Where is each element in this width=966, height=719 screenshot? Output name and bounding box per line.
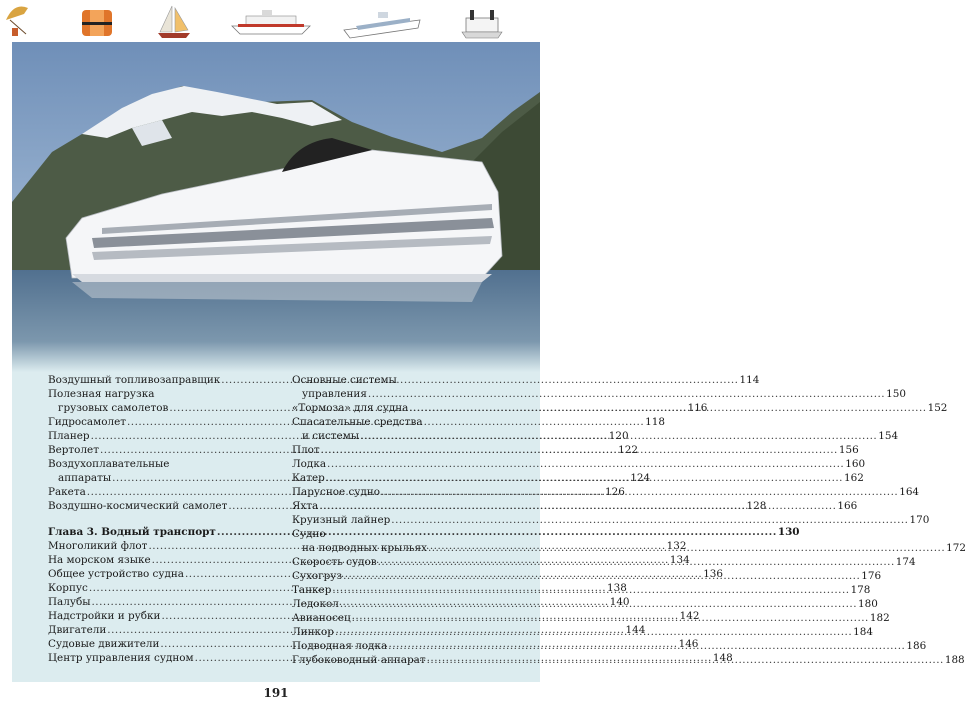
toc-entry-page: 164: [899, 486, 920, 498]
toc-entry-title: Многоликий флот: [48, 540, 148, 552]
toc-entry-page: 138: [607, 582, 627, 594]
toc-dot-leader: [343, 569, 860, 583]
toc-entry-page: 152: [927, 402, 948, 414]
toc-entry-title: Спасательные средства: [292, 416, 423, 428]
toc-entry-page: 154: [878, 430, 899, 442]
toc-entry-title: Планер: [48, 430, 90, 442]
toc-entry-title: Корпус: [48, 582, 88, 594]
book-page: [12, 42, 966, 700]
toc-entry-page: 178: [850, 584, 871, 596]
toc-entry-page: 126: [604, 486, 625, 498]
toc-dot-leader: [340, 597, 857, 611]
toc-entry-title: Лодка: [292, 458, 327, 470]
sailboat-icon: [158, 6, 190, 38]
ferry-ship-icon: [232, 10, 310, 34]
toc-entry-title: Гидросамолет: [48, 416, 126, 428]
toc-entry-page: 162: [844, 472, 864, 484]
toc-entry-title: грузовых самолетов: [58, 402, 169, 414]
toc-entry: [292, 457, 866, 471]
toc-entry-title: на подводных крыльях: [302, 542, 427, 554]
toc-entry: [292, 387, 906, 401]
toc-entry-title: Круизный лайнер: [292, 514, 391, 526]
toc-dot-leader: [381, 485, 898, 499]
toc-entry-title: Надстройки и рубки: [48, 610, 161, 622]
toc-entry-page: 142: [679, 610, 700, 622]
toc-entry-title: Центр управления судном: [48, 652, 194, 664]
toc-entry-page: 188: [944, 654, 965, 666]
toc-entry-page: 144: [625, 624, 646, 636]
toc-entry-page: 116: [687, 402, 708, 414]
toc-entry-page: 174: [895, 556, 916, 568]
toc-entry-page: 160: [845, 458, 866, 470]
toc-entry-title: Воздушный топливозаправщик: [48, 374, 221, 386]
toc-entry-title: Танкер: [292, 584, 332, 596]
page-number: 191: [263, 686, 289, 700]
toc-entry-title: Основные системы: [292, 374, 397, 386]
toc-entry-title: Линкор: [292, 626, 334, 638]
cruise-ship-photo: [12, 42, 540, 372]
toc-entry-title: Палубы: [48, 596, 91, 608]
toc-entry-page: 146: [678, 638, 699, 650]
toc-entry-title: Глава 3. Водный транспорт: [48, 526, 216, 538]
toc-entry: [292, 513, 930, 527]
parachute-icon: [6, 7, 28, 37]
toc-entry-page: 186: [906, 640, 927, 652]
toc-entry-title: Судно: [292, 528, 326, 540]
toc-entry-page: 172: [946, 542, 966, 554]
toc-entry: [48, 457, 270, 471]
toc-entry-title: Сухогруз: [292, 570, 343, 582]
toc-entry-title: Воздухоплавательные: [48, 458, 170, 470]
toc-entry-title: Вертолет: [48, 444, 99, 456]
toc-dot-leader: [326, 471, 843, 485]
toc-entry-page: 114: [739, 374, 760, 386]
header-icon-strip: [0, 0, 550, 42]
toc-entry-page: 122: [618, 444, 638, 456]
toc-entry-page: 150: [886, 388, 906, 400]
toc-dot-leader: [321, 443, 838, 457]
toc-entry-page: 136: [703, 568, 724, 580]
toc-entry-page: 128: [746, 500, 767, 512]
toc-entry-page: 156: [838, 444, 859, 456]
toc-entry-title: «Тормоза» для судна: [292, 402, 409, 414]
toc-entry-page: 176: [861, 570, 882, 582]
toc-dot-leader: [368, 387, 885, 401]
cruise-ship-icon: [344, 12, 420, 38]
toc-entry-title: и системы: [302, 430, 360, 442]
toc-entry-page: 124: [630, 472, 651, 484]
toc-entry-title: управления: [302, 388, 367, 400]
toc-dot-leader: [327, 457, 844, 471]
toc-entry-page: 166: [837, 500, 858, 512]
toc-entry-page: 184: [853, 626, 873, 638]
toc-entry-title: На морском языке: [48, 554, 151, 566]
toc-entry-page: 182: [869, 612, 890, 624]
toc-spacer: [48, 513, 270, 525]
toc-dot-leader: [388, 639, 905, 653]
toc-entry-title: Авианосец: [292, 612, 351, 624]
toc-entry: [292, 373, 492, 387]
toc-dot-leader: [409, 401, 926, 415]
toc-entry-title: Катер: [292, 472, 325, 484]
toc-entry-title: Судовые движители: [48, 638, 160, 650]
toc-entry-page: 120: [608, 430, 629, 442]
toc-dot-leader: [360, 429, 877, 443]
toc-entry-title: Двигатели: [48, 624, 107, 636]
toc-entry: [292, 415, 492, 429]
toc-entry-title: Ракета: [48, 486, 86, 498]
toc-dot-leader: [428, 541, 945, 555]
toc-entry-title: Глубоководный аппарат: [292, 654, 426, 666]
toc-entry-page: 130: [777, 526, 800, 538]
toc-entry-title: Ледокол: [292, 598, 339, 610]
toc-dot-leader: [427, 653, 944, 667]
toc-dot-leader: [352, 611, 869, 625]
toc-entry-title: Яхта: [292, 500, 319, 512]
paddle-steamer-icon: [462, 10, 502, 38]
toc-entry-title: Плот: [292, 444, 320, 456]
life-jacket-icon: [82, 10, 112, 36]
toc-entry-page: 140: [609, 596, 630, 608]
toc-dot-leader: [335, 625, 852, 639]
toc-entry-title: Подводная лодка: [292, 640, 388, 652]
toc-entry-page: 118: [645, 416, 666, 428]
toc-entry-title: Воздушно-космический самолет: [48, 500, 228, 512]
toc-entry-page: 132: [666, 540, 687, 552]
toc-entry-page: 134: [669, 554, 690, 566]
toc-entry: [292, 527, 492, 541]
toc-entry-page: 180: [858, 598, 878, 610]
toc-dot-leader: [319, 499, 836, 513]
toc-dot-leader: [378, 555, 895, 569]
toc-entry-page: 148: [712, 652, 733, 664]
toc-entry-title: Скорость судов: [292, 556, 377, 568]
toc-entry-title: Полезная нагрузка: [48, 388, 155, 400]
toc-entry-page: 170: [909, 514, 930, 526]
toc-entry-title: Общее устройство судна: [48, 568, 184, 580]
toc-dot-leader: [391, 513, 908, 527]
toc-entry: [48, 387, 270, 401]
toc-dot-leader: [332, 583, 849, 597]
toc-entry-title: Парусное судно: [292, 486, 380, 498]
toc-entry-title: аппараты: [58, 472, 112, 484]
